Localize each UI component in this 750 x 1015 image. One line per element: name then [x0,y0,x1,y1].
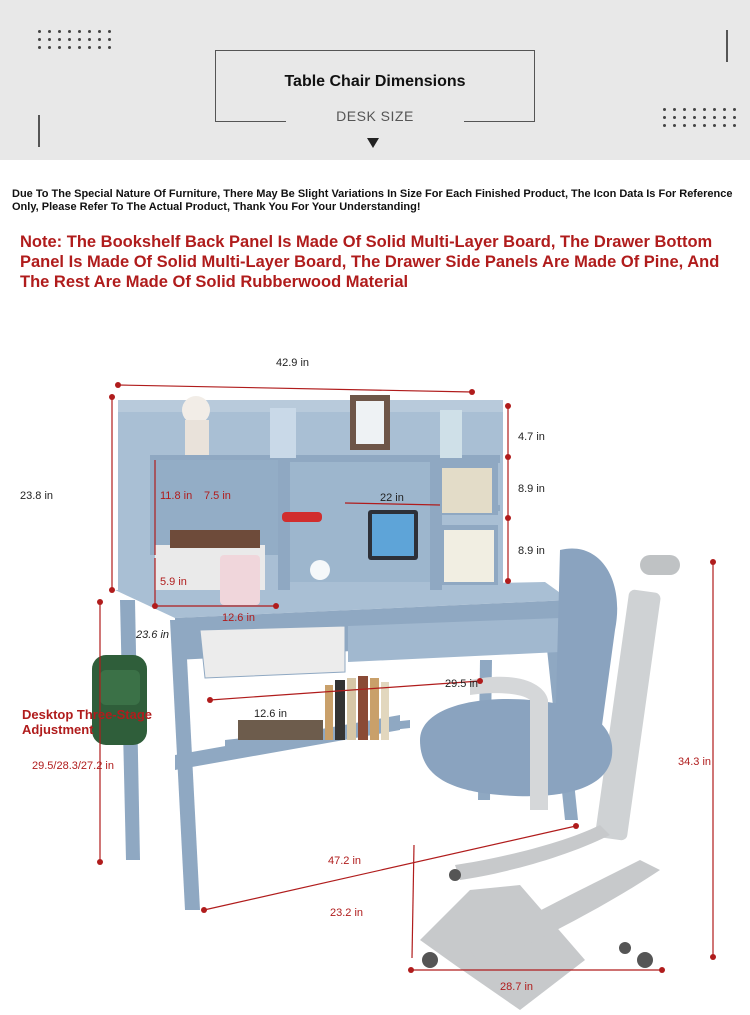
label-drawer-width: 29.5 in [445,678,479,690]
material-note: Note: The Bookshelf Back Panel Is Made Of Solid Multi-Layer Board, The Drawer Bottom Panel Is Made Of Solid Multi-Layer Board, The Drawer Side Panels Are Made Of Pine, And The Rest Are Made Of Solid Rubberwood Material [20,233,720,291]
lower-shelf [225,676,410,748]
dot-pattern-right [663,108,737,127]
label-desk-depth: 23.6 in [136,629,170,641]
label-mid-shelf-1: 8.9 in [518,483,545,495]
label-chair-base: 28.7 in [500,981,534,993]
page-title: Table Chair Dimensions [284,73,466,90]
header-band [0,0,750,160]
product-drawing [0,300,750,1015]
label-lower-shelf: 12.6 in [254,708,288,720]
annotation-line-1: Desktop Three-Stage [22,707,153,722]
label-cabinet-height: 5.9 in [160,576,187,588]
label-base-depth: 23.2 in [330,907,364,919]
decor-bar-left [38,115,40,147]
label-mid-shelf-2: 8.9 in [518,545,545,557]
label-desk-heights: 29.5/28.3/27.2 in [32,760,114,772]
arrow-down-icon [367,138,379,148]
label-small-shelf: 11.8 in [160,490,193,502]
decor-bar-right [726,30,728,62]
label-small-shelf-b: 7.5 in [204,490,231,502]
label-diagonal: 47.2 in [328,855,362,867]
label-board-width: 22 in [380,492,404,504]
annotation-line-2: Adjustment [22,722,94,737]
annotation-adjustment [22,707,152,737]
label-shelf-height: 23.8 in [20,490,54,502]
label-top-shelf: 4.7 in [518,431,545,443]
page-subtitle: DESK SIZE [336,108,414,124]
disclaimer-text: Due To The Special Nature Of Furniture, There May Be Slight Variations In Size For Each Finished Product, The Icon Data Is For Reference Only, Please Refer To The Actual Product, Thank You For Your Understanding! [12,188,733,213]
desk-chair-illustration [0,300,750,1015]
label-desk-width: 42.9 in [276,357,310,369]
label-chair-height: 34.3 in [678,756,712,768]
drawer-left [200,626,345,678]
label-cabinet-width: 12.6 in [222,612,256,624]
dot-pattern-left [38,30,112,49]
